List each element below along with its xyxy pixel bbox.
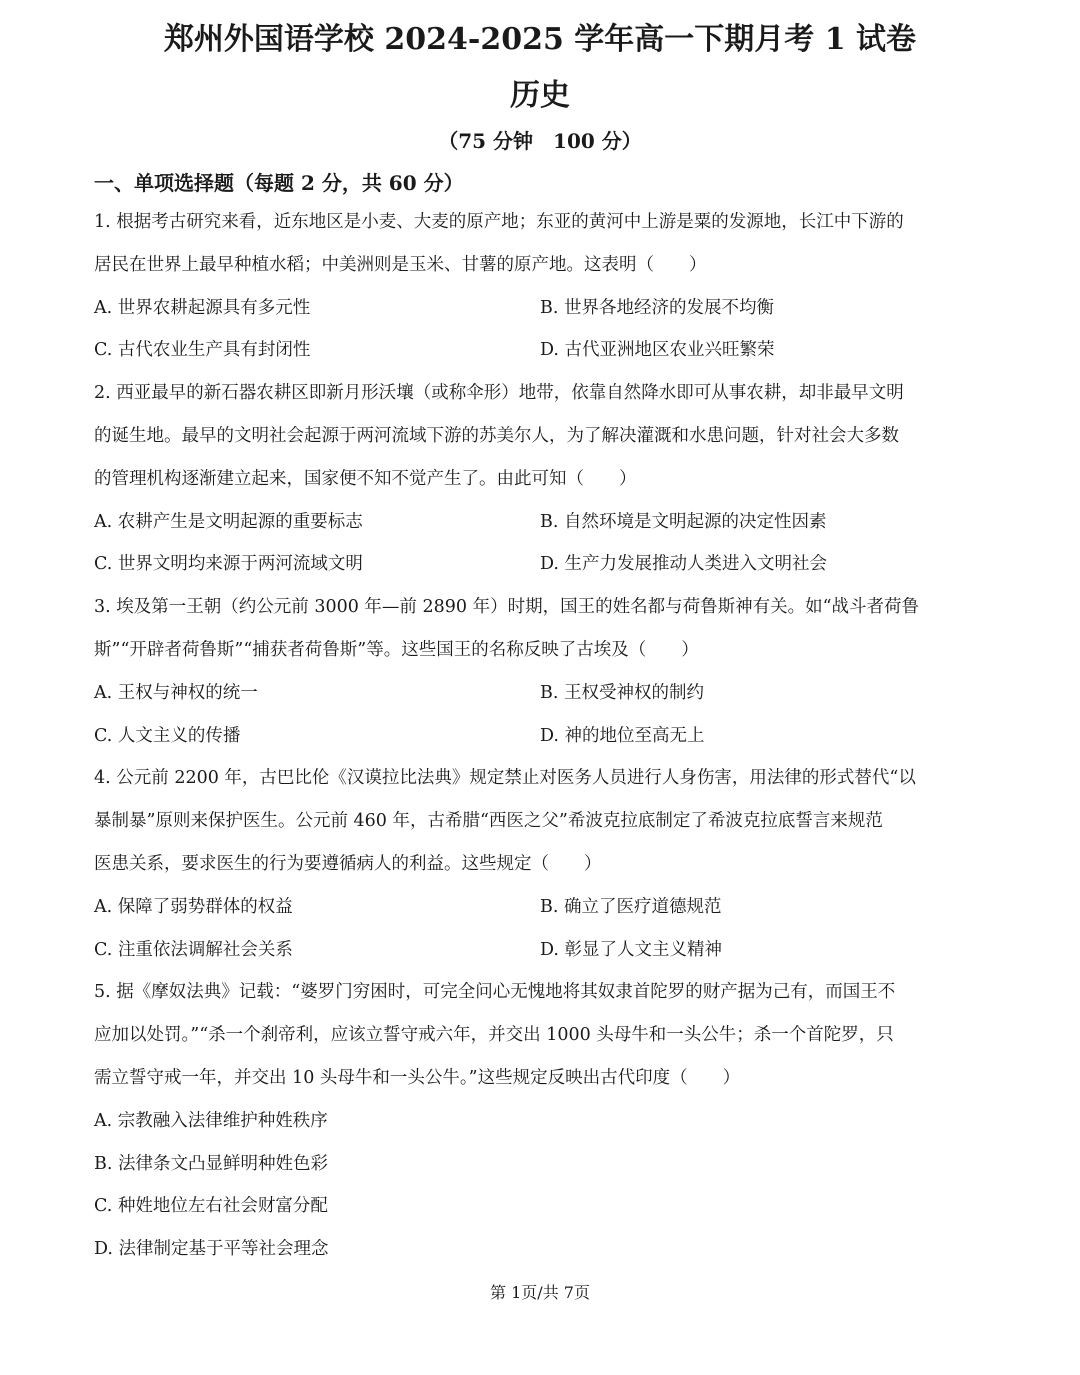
question-text-line: 5. 据《摩奴法典》记载：“婆罗门穷困时，可完全问心无愧地将其奴隶首陀罗的财产据为己有，而国王不 xyxy=(94,982,896,1003)
question-text-line: 暴制暴”原则来保护医生。公元前 460 年，古希腊“西医之父”希波克拉底制定了希波克拉底誓言来规范 xyxy=(94,811,883,832)
page-number: 第 1页/共 7页 xyxy=(490,1283,590,1302)
question-2 xyxy=(94,372,989,586)
option-row xyxy=(94,329,989,372)
option-b[interactable]: B. 法律条文凸显鲜明种姓色彩 xyxy=(94,1153,328,1174)
option-c[interactable]: C. 种姓地位左右社会财富分配 xyxy=(94,1196,328,1217)
question-text-line: 3. 埃及第一王朝（约公元前 3000 年—前 2890 年）时期，国王的姓名都与荷鲁斯神有关。如“战斗者荷鲁 xyxy=(94,597,920,618)
question-text-line: 的诞生地。最早的文明社会起源于两河流域下游的苏美尔人，为了解决灌溉和水患问题，针对社会大多数 xyxy=(94,425,899,446)
option-c[interactable]: C. 世界文明均来源于两河流域文明 xyxy=(94,554,363,575)
option-d[interactable]: D. 彰显了人文主义精神 xyxy=(540,939,723,960)
subject-title: 历史 xyxy=(510,78,570,113)
option-d[interactable]: D. 生产力发展推动人类进入文明社会 xyxy=(540,554,828,575)
question-text-line: 应加以处罚。”“杀一个刹帝利，应该立誓守戒六年，并交出 1000 头母牛和一头公牛；杀一个首陀罗，只 xyxy=(94,1025,894,1046)
question-3 xyxy=(94,586,989,757)
question-list xyxy=(94,201,989,1271)
option-b[interactable]: B. 世界各地经济的发展不均衡 xyxy=(540,297,774,318)
option-b[interactable]: B. 确立了医疗道德规范 xyxy=(540,896,722,917)
question-text-line: 需立誓守戒一年，并交出 10 头母牛和一头公牛。”这些规定反映出古代印度（ ） xyxy=(94,1067,741,1088)
question-5 xyxy=(94,971,989,1271)
question-text-line: 医患关系，要求医生的行为要遵循病人的利益。这些规定（ ） xyxy=(94,853,602,874)
option-row xyxy=(94,886,989,929)
option-a[interactable]: A. 世界农耕起源具有多元性 xyxy=(94,297,311,318)
question-text-line: 居民在世界上最早种植水稻；中美洲则是玉米、甘薯的原产地。这表明（ ） xyxy=(94,254,707,275)
option-a[interactable]: A. 农耕产生是文明起源的重要标志 xyxy=(94,511,363,532)
question-text-line: 2. 西亚最早的新石器农耕区即新月形沃壤（或称伞形）地带，依靠自然降水即可从事农耕，却非最早文明 xyxy=(94,383,904,404)
question-4 xyxy=(94,757,989,971)
option-b[interactable]: B. 自然环境是文明起源的决定性因素 xyxy=(540,511,827,532)
option-a[interactable]: A. 保障了弱势群体的权益 xyxy=(94,896,293,917)
option-c[interactable]: C. 古代农业生产具有封闭性 xyxy=(94,340,311,361)
option-d[interactable]: D. 古代亚洲地区农业兴旺繁荣 xyxy=(540,340,775,361)
exam-duration-score: （75 分钟 100 分） xyxy=(438,129,642,153)
section-heading: 一、单项选择题（每题 2 分，共 60 分） xyxy=(94,171,464,195)
option-a[interactable]: A. 王权与神权的统一 xyxy=(94,682,258,703)
question-text-line: 的管理机构逐渐建立起来，国家便不知不觉产生了。由此可知（ ） xyxy=(94,468,637,489)
option-row xyxy=(94,543,989,586)
option-d[interactable]: D. 神的地位至高无上 xyxy=(540,725,705,746)
option-row xyxy=(94,929,989,972)
option-c[interactable]: C. 人文主义的传播 xyxy=(94,725,241,746)
exam-title: 郑州外国语学校 2024-2025 学年高一下期月考 1 试卷 xyxy=(163,22,917,57)
option-d[interactable]: D. 法律制定基于平等社会理念 xyxy=(94,1239,329,1260)
option-a[interactable]: A. 宗教融入法律维护种姓秩序 xyxy=(94,1110,328,1131)
question-1 xyxy=(94,201,989,372)
option-row xyxy=(94,715,989,758)
option-b[interactable]: B. 王权受神权的制约 xyxy=(540,682,704,703)
option-row xyxy=(94,287,989,330)
question-text-line: 斯”“开辟者荷鲁斯”“捕获者荷鲁斯”等。这些国王的名称反映了古埃及（ ） xyxy=(94,639,699,660)
option-row xyxy=(94,672,989,715)
question-text-line: 1. 根据考古研究来看，近东地区是小麦、大麦的原产地；东亚的黄河中上游是粟的发源地，长江中下游的 xyxy=(94,212,904,232)
question-text-line: 4. 公元前 2200 年，古巴比伦《汉谟拉比法典》规定禁止对医务人员进行人身伤害，用法律的形式替代“以 xyxy=(94,768,916,789)
option-c[interactable]: C. 注重依法调解社会关系 xyxy=(94,939,293,960)
option-row xyxy=(94,501,989,544)
